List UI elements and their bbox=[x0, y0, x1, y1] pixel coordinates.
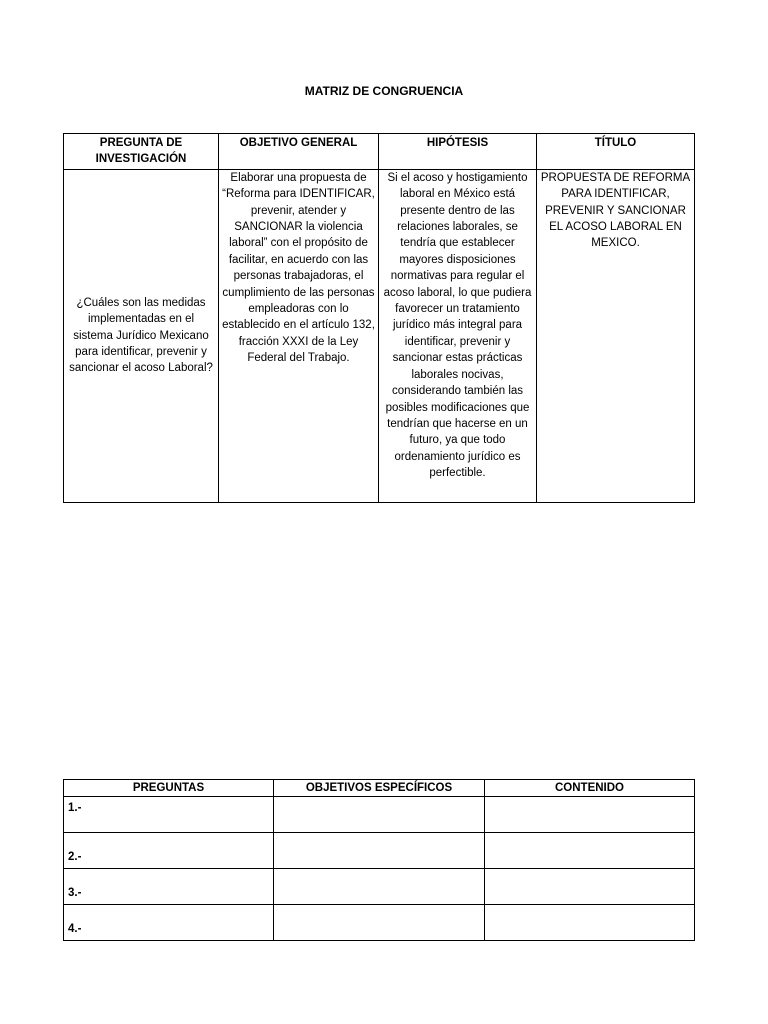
header-questions: PREGUNTAS bbox=[64, 780, 274, 797]
document-title: MATRIZ DE CONGRUENCIA bbox=[304, 84, 464, 98]
research-question-cell: ¿Cuáles son las medidas implementadas en el sistema Jurídico Mexicano para identificar, prevenir y sancionar el acoso Laboral? bbox=[64, 169, 219, 502]
hypothesis-cell: Si el acoso y hostigamiento laboral en México está presente dentro de las relaciones laborales, se tendría que establecer mayores disposiciones normativas para regular el acoso laboral, lo que pudiera favorecer un tratamiento jurídico más integral para identificar, prevenir y sancionar estas prácticas laborales nocivas, considerando también las posibles modificaciones que tendrían que hacerse en un futuro, ya que todo ordenamiento jurídico es perfectible. bbox=[379, 169, 537, 502]
content-cell bbox=[485, 797, 695, 833]
table-row bbox=[64, 833, 695, 869]
table-row bbox=[64, 905, 695, 941]
content-cell bbox=[485, 869, 695, 905]
header-specific-objectives: OBJETIVOS ESPECÍFICOS bbox=[274, 780, 485, 797]
matrix-header-row bbox=[64, 134, 695, 170]
header-hypothesis: HIPÓTESIS bbox=[379, 134, 537, 170]
matrix-content-row bbox=[64, 169, 695, 502]
specific-objectives-table bbox=[63, 779, 695, 941]
header-title: TÍTULO bbox=[537, 134, 695, 170]
question-number: 1.- bbox=[64, 797, 274, 833]
title-cell: PROPUESTA DE REFORMA PARA IDENTIFICAR, PREVENIR Y SANCIONAR EL ACOSO LABORAL EN MEXICO. bbox=[537, 169, 695, 502]
question-number: 4.- bbox=[64, 905, 274, 941]
question-number: 2.- bbox=[64, 833, 274, 869]
specific-objective-cell bbox=[274, 905, 485, 941]
specific-objective-cell bbox=[274, 833, 485, 869]
header-research-question: PREGUNTA DE INVESTIGACIÓN bbox=[64, 134, 219, 170]
specific-objective-cell bbox=[274, 797, 485, 833]
table-row bbox=[64, 869, 695, 905]
specific-header-row bbox=[64, 780, 695, 797]
table-row bbox=[64, 797, 695, 833]
content-cell bbox=[485, 833, 695, 869]
specific-objective-cell bbox=[274, 869, 485, 905]
content-cell bbox=[485, 905, 695, 941]
question-number: 3.- bbox=[64, 869, 274, 905]
header-general-objective: OBJETIVO GENERAL bbox=[219, 134, 379, 170]
congruence-matrix-table bbox=[63, 133, 695, 503]
header-content: CONTENIDO bbox=[485, 780, 695, 797]
general-objective-cell: Elaborar una propuesta de “Reforma para IDENTIFICAR, prevenir, atender y SANCIONAR la violencia laboral” con el propósito de facilitar, en acuerdo con las personas trabajadoras, el cumplimiento de las personas empleadoras con lo establecido en el artículo 132, fracción XXXI de la Ley Federal del Trabajo. bbox=[219, 169, 379, 502]
